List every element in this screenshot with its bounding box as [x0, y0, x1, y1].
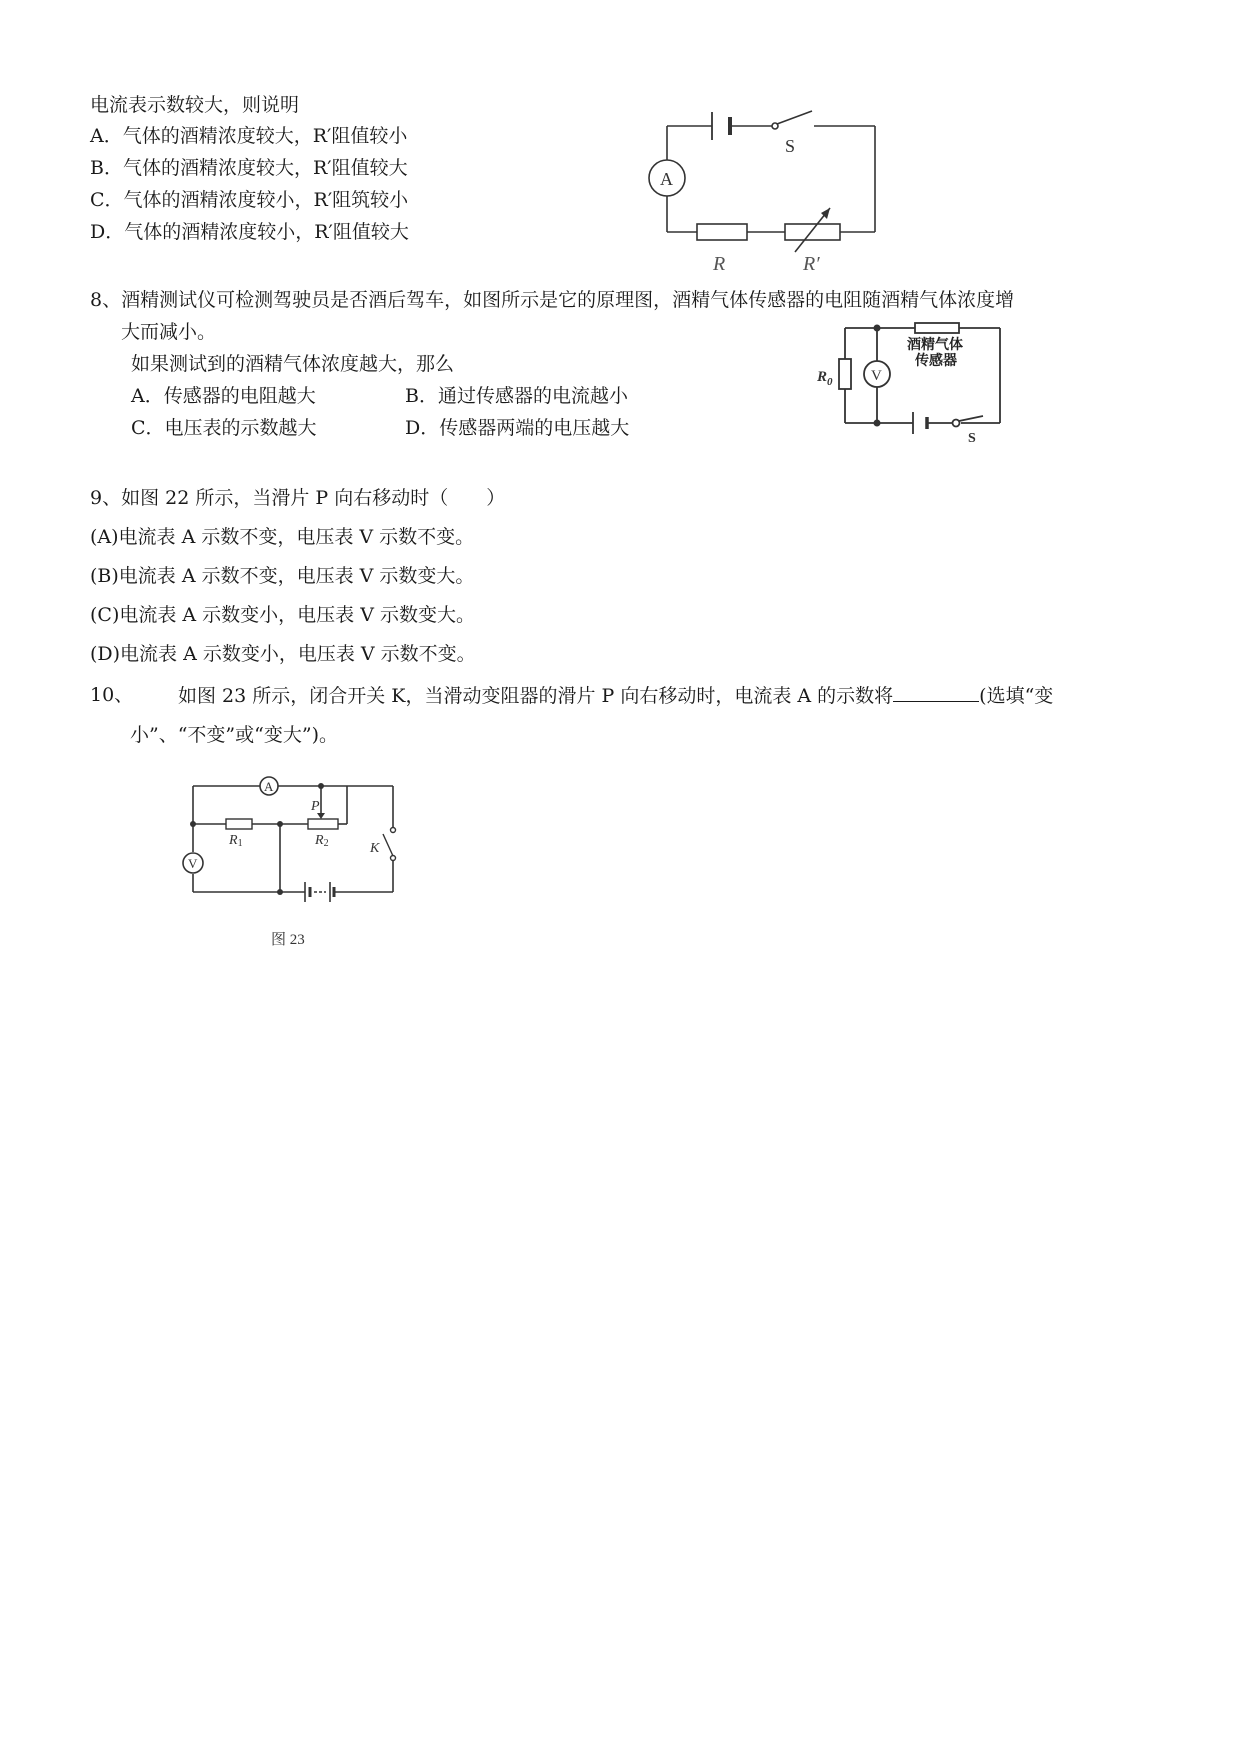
q10-r1-label: R [229, 833, 238, 848]
q8-sensor-label-line2: 传感器 [915, 354, 957, 369]
q8-r0-label: R [817, 369, 828, 385]
q8-option-a: A．传感器的电阻越大 [131, 385, 316, 407]
resistor-r [697, 224, 747, 240]
junction-dot [874, 420, 881, 427]
q8-r0-subscript: 0 [827, 376, 833, 388]
q8-circuit-diagram [815, 320, 1015, 446]
q8-option-d: D．传感器两端的电压越大 [405, 417, 630, 439]
junction-dot [277, 821, 283, 827]
battery-icon [305, 882, 334, 902]
svg-text:R0 [816, 369, 833, 388]
junction-dot [874, 325, 881, 332]
q10-stem-line2: 小”、“不变”或“变大”)。 [130, 724, 338, 746]
q8-switch-label: S [968, 431, 976, 446]
q7-circuit-diagram [640, 100, 900, 275]
q8-option-b: B．通过传感器的电流越小 [405, 385, 628, 407]
q10-circuit-diagram [180, 770, 410, 960]
q8-voltmeter-label: V [871, 368, 882, 384]
q9-option-c: (C)电流表 A 示数变小，电压表 V 示数变大。 [90, 604, 475, 626]
ammeter-icon [649, 160, 685, 196]
q10-stem-line1 [178, 683, 1053, 708]
q9-stem: 9、如图 22 所示，当滑片 P 向右移动时（ ） [90, 487, 506, 509]
resistor-r0 [839, 359, 851, 389]
q10-slider-label: P [311, 799, 320, 814]
q7-option-b: B．气体的酒精浓度较大，R′阻值较大 [90, 157, 408, 179]
q7-stem: 电流表示数较大，则说明 [90, 94, 300, 116]
q9-option-b: (B)电流表 A 示数不变，电压表 V 示数变大。 [90, 565, 475, 587]
q8-option-c: C．电压表的示数越大 [131, 417, 317, 439]
q10-stem-before-blank: 如图 23 所示，闭合开关 K，当滑动变阻器的滑片 P 向右移动时，电流表 A 的示数将 [178, 685, 894, 707]
battery-icon [913, 412, 927, 434]
rheostat-r2 [308, 819, 338, 829]
q10-r2-subscript: 2 [323, 838, 329, 849]
variable-resistor-r-prime [785, 208, 840, 252]
q10-r2-label: R [315, 833, 324, 848]
resistor-r1 [226, 819, 252, 829]
q8-stem-line2: 大而减小。 [121, 321, 217, 343]
svg-text:R1 [228, 833, 243, 849]
switch-icon [953, 416, 984, 427]
q7-option-c: C．气体的酒精浓度较小，R′阻筑较小 [90, 189, 409, 211]
switch-icon [383, 828, 396, 861]
voltmeter-icon [183, 853, 203, 873]
voltmeter-icon [864, 361, 890, 387]
q8-stem-line1: 8、酒精测试仪可检测驾驶员是否酒后驾车，如图所示是它的原理图，酒精气体传感器的电阻随酒精气体浓度增 [90, 289, 1015, 311]
q10-stem-after-blank: (选填“变 [979, 685, 1054, 707]
q10-number: 10、 [90, 684, 134, 706]
battery-icon [712, 112, 730, 140]
q10-r1-subscript: 1 [237, 838, 243, 849]
q9-option-d: (D)电流表 A 示数变小，电压表 V 示数不变。 [90, 643, 476, 665]
q7-switch-label: S [785, 136, 796, 156]
q10-ammeter-label: A [264, 779, 274, 794]
q10-figure-caption: 图 23 [271, 932, 305, 948]
q7-ammeter-label: A [660, 169, 673, 189]
junction-dot [318, 783, 324, 789]
q8-question: 如果测试到的酒精气体浓度越大，那么 [131, 353, 455, 375]
q9-option-a: (A)电流表 A 示数不变，电压表 V 示数不变。 [90, 526, 475, 548]
q7-resistor-label: R [713, 253, 726, 275]
q10-voltmeter-label: V [188, 856, 198, 871]
junction-dot [190, 821, 196, 827]
svg-text:R2 [314, 833, 329, 849]
junction-dot [277, 889, 283, 895]
q7-option-d: D．气体的酒精浓度较小，R′阻值较大 [90, 221, 409, 243]
switch-icon [772, 111, 812, 129]
ammeter-icon [260, 777, 278, 795]
q10-answer-blank [893, 683, 979, 702]
sensor-resistor [915, 323, 959, 333]
q8-sensor-label-line1: 酒精气体 [907, 338, 963, 353]
q10-switch-label: K [370, 841, 380, 856]
q7-variable-resistor-label: R′ [803, 253, 820, 275]
q7-option-a: A．气体的酒精浓度较大，R′阻值较小 [90, 125, 408, 147]
